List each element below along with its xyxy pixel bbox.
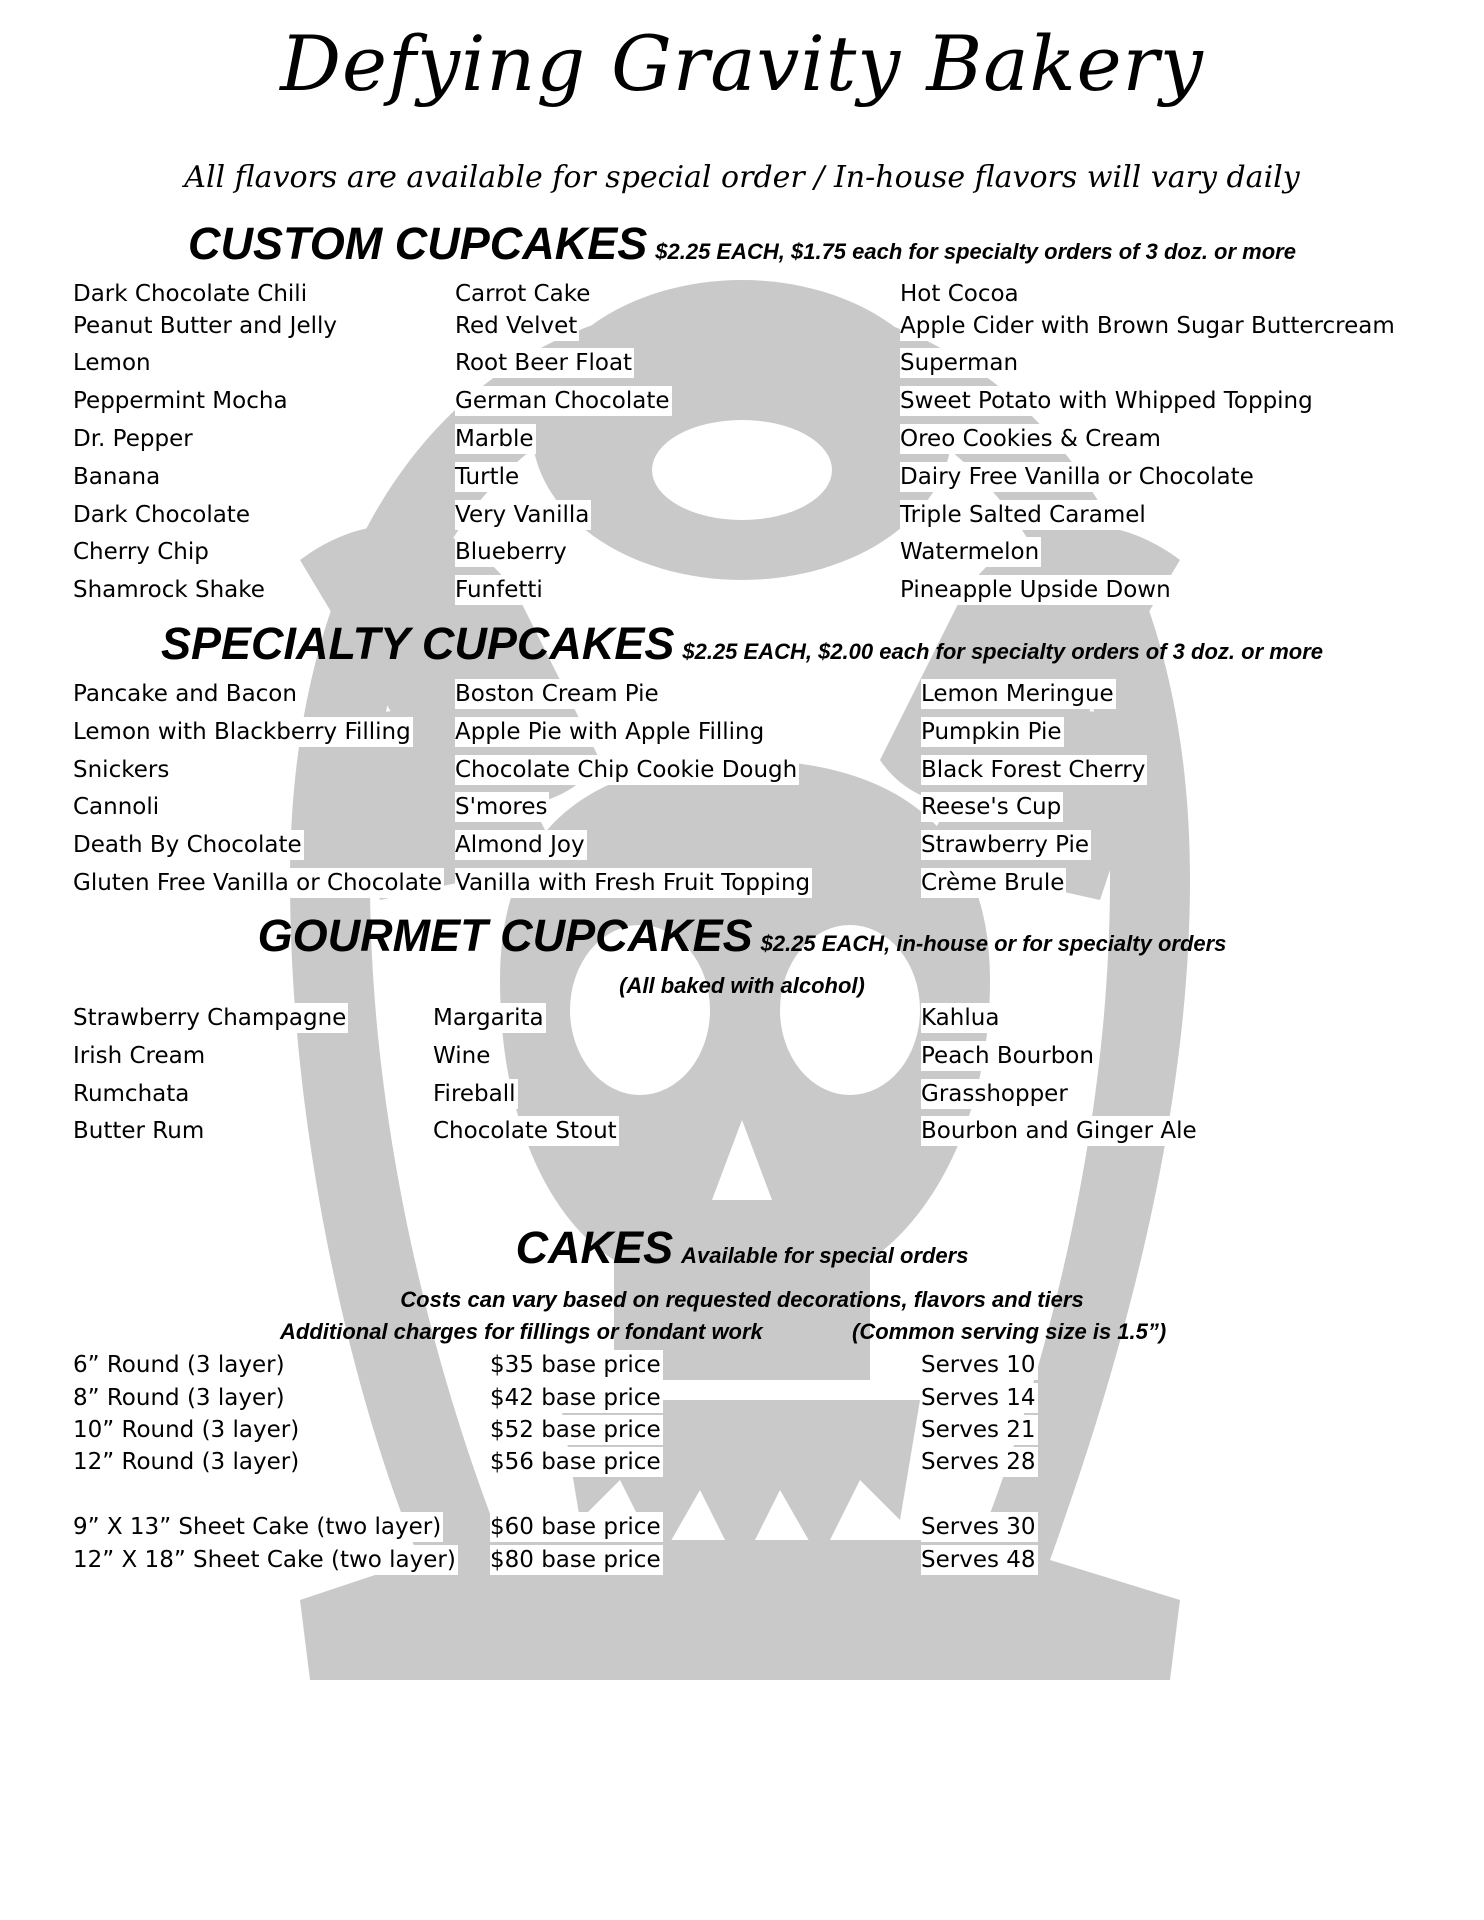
list-item: Apple Pie with Apple Filling bbox=[455, 719, 765, 745]
custom-cupcakes-title: CUSTOM CUPCAKES bbox=[188, 218, 648, 269]
list-item: $60 base price bbox=[490, 1514, 661, 1540]
list-item: Margarita bbox=[433, 1005, 544, 1031]
list-item: Almond Joy bbox=[455, 832, 585, 858]
gourmet-cupcakes-heading bbox=[0, 910, 1484, 962]
list-item: $35 base price bbox=[490, 1352, 661, 1378]
list-item: Marble bbox=[455, 426, 534, 452]
list-item: 10” Round (3 layer) bbox=[73, 1417, 300, 1443]
list-item: Cherry Chip bbox=[73, 539, 209, 565]
list-item: Superman bbox=[900, 350, 1019, 376]
gourmet-note: (All baked with alcohol) bbox=[619, 973, 865, 998]
list-item: Oreo Cookies & Cream bbox=[900, 426, 1161, 452]
list-item: Boston Cream Pie bbox=[455, 681, 659, 707]
cakes-heading bbox=[0, 1222, 1484, 1274]
list-item: Lemon bbox=[73, 350, 151, 376]
page-title: Defying Gravity Bakery bbox=[280, 19, 1204, 108]
list-item: Carrot Cake bbox=[455, 281, 591, 307]
list-item: Hot Cocoa bbox=[900, 281, 1019, 307]
specialty-cupcakes-title: SPECIALTY CUPCAKES bbox=[160, 618, 675, 669]
cakes-cost-note: Costs can vary based on requested decorations, flavors and tiers bbox=[400, 1287, 1084, 1312]
gourmet-cupcakes-title: GOURMET CUPCAKES bbox=[257, 910, 753, 961]
list-item: Peach Bourbon bbox=[921, 1043, 1094, 1069]
list-item: Turtle bbox=[455, 464, 520, 490]
custom-cupcakes-heading bbox=[0, 218, 1484, 270]
list-item: Triple Salted Caramel bbox=[900, 502, 1146, 528]
list-item: Serves 28 bbox=[921, 1449, 1036, 1475]
list-item: $42 base price bbox=[490, 1385, 661, 1411]
list-item: Peppermint Mocha bbox=[73, 388, 288, 414]
list-item: Strawberry Pie bbox=[921, 832, 1090, 858]
list-item: Gluten Free Vanilla or Chocolate bbox=[73, 870, 443, 896]
list-item: $52 base price bbox=[490, 1417, 661, 1443]
list-item: Fireball bbox=[433, 1081, 516, 1107]
list-item: Dr. Pepper bbox=[73, 426, 193, 452]
list-item: 6” Round (3 layer) bbox=[73, 1352, 285, 1378]
list-item: Serves 21 bbox=[921, 1417, 1036, 1443]
list-item: Shamrock Shake bbox=[73, 577, 265, 603]
list-item: Peanut Butter and Jelly bbox=[73, 313, 337, 339]
list-item: Wine bbox=[433, 1043, 491, 1069]
list-item: Pineapple Upside Down bbox=[900, 577, 1171, 603]
list-item: 12” Round (3 layer) bbox=[73, 1449, 300, 1475]
list-item: Dark Chocolate Chili bbox=[73, 281, 308, 307]
list-item: Irish Cream bbox=[73, 1043, 206, 1069]
list-item: Rumchata bbox=[73, 1081, 190, 1107]
list-item: Serves 48 bbox=[921, 1547, 1036, 1573]
list-item: S'mores bbox=[455, 794, 548, 820]
list-item: Serves 30 bbox=[921, 1514, 1036, 1540]
list-item: Dairy Free Vanilla or Chocolate bbox=[900, 464, 1254, 490]
list-item: Very Vanilla bbox=[455, 502, 590, 528]
list-item: Death By Chocolate bbox=[73, 832, 302, 858]
cakes-title: CAKES bbox=[515, 1222, 674, 1273]
cakes-availability: Available for special orders bbox=[681, 1243, 969, 1268]
list-item: Chocolate Stout bbox=[433, 1118, 617, 1144]
cakes-charges-note: Additional charges for fillings or fondant work bbox=[280, 1319, 763, 1344]
custom-cupcakes-price: $2.25 EACH, $1.75 each for specialty orders of 3 doz. or more bbox=[655, 239, 1296, 264]
list-item: Snickers bbox=[73, 757, 170, 783]
list-item: 8” Round (3 layer) bbox=[73, 1385, 285, 1411]
list-item: Lemon Meringue bbox=[921, 681, 1114, 707]
list-item: Blueberry bbox=[455, 539, 567, 565]
list-item: $56 base price bbox=[490, 1449, 661, 1475]
list-item: Cannoli bbox=[73, 794, 160, 820]
page-subtitle: All flavors are available for special order / In-house flavors will vary daily bbox=[184, 160, 1300, 195]
list-item: Black Forest Cherry bbox=[921, 757, 1146, 783]
list-item: Pumpkin Pie bbox=[921, 719, 1062, 745]
list-item: Watermelon bbox=[900, 539, 1040, 565]
list-item: Dark Chocolate bbox=[73, 502, 250, 528]
list-item: Crème Brule bbox=[921, 870, 1065, 896]
list-item: Butter Rum bbox=[73, 1118, 205, 1144]
list-item: 12” X 18” Sheet Cake (two layer) bbox=[73, 1547, 456, 1573]
list-item: Red Velvet bbox=[455, 313, 578, 339]
list-item: Banana bbox=[73, 464, 161, 490]
list-item: Kahlua bbox=[921, 1005, 1000, 1031]
list-item: Lemon with Blackberry Filling bbox=[73, 719, 411, 745]
list-item: Sweet Potato with Whipped Topping bbox=[900, 388, 1313, 414]
list-item: Root Beer Float bbox=[455, 350, 633, 376]
list-item: $80 base price bbox=[490, 1547, 661, 1573]
list-item: Grasshopper bbox=[921, 1081, 1068, 1107]
list-item: Bourbon and Ginger Ale bbox=[921, 1118, 1197, 1144]
list-item: Funfetti bbox=[455, 577, 543, 603]
list-item: Serves 10 bbox=[921, 1352, 1036, 1378]
list-item: Vanilla with Fresh Fruit Topping bbox=[455, 870, 811, 896]
list-item: Chocolate Chip Cookie Dough bbox=[455, 757, 798, 783]
list-item: Serves 14 bbox=[921, 1385, 1036, 1411]
specialty-cupcakes-heading bbox=[0, 618, 1484, 670]
list-item: Pancake and Bacon bbox=[73, 681, 297, 707]
cakes-serving-note: (Common serving size is 1.5”) bbox=[852, 1319, 1167, 1344]
specialty-cupcakes-price: $2.25 EACH, $2.00 each for specialty orders of 3 doz. or more bbox=[682, 639, 1324, 664]
list-item: 9” X 13” Sheet Cake (two layer) bbox=[73, 1514, 442, 1540]
list-item: Apple Cider with Brown Sugar Buttercream bbox=[900, 313, 1395, 339]
gourmet-cupcakes-price: $2.25 EACH, in-house or for specialty orders bbox=[760, 931, 1227, 956]
list-item: German Chocolate bbox=[455, 388, 670, 414]
list-item: Strawberry Champagne bbox=[73, 1005, 347, 1031]
list-item: Reese's Cup bbox=[921, 794, 1062, 820]
